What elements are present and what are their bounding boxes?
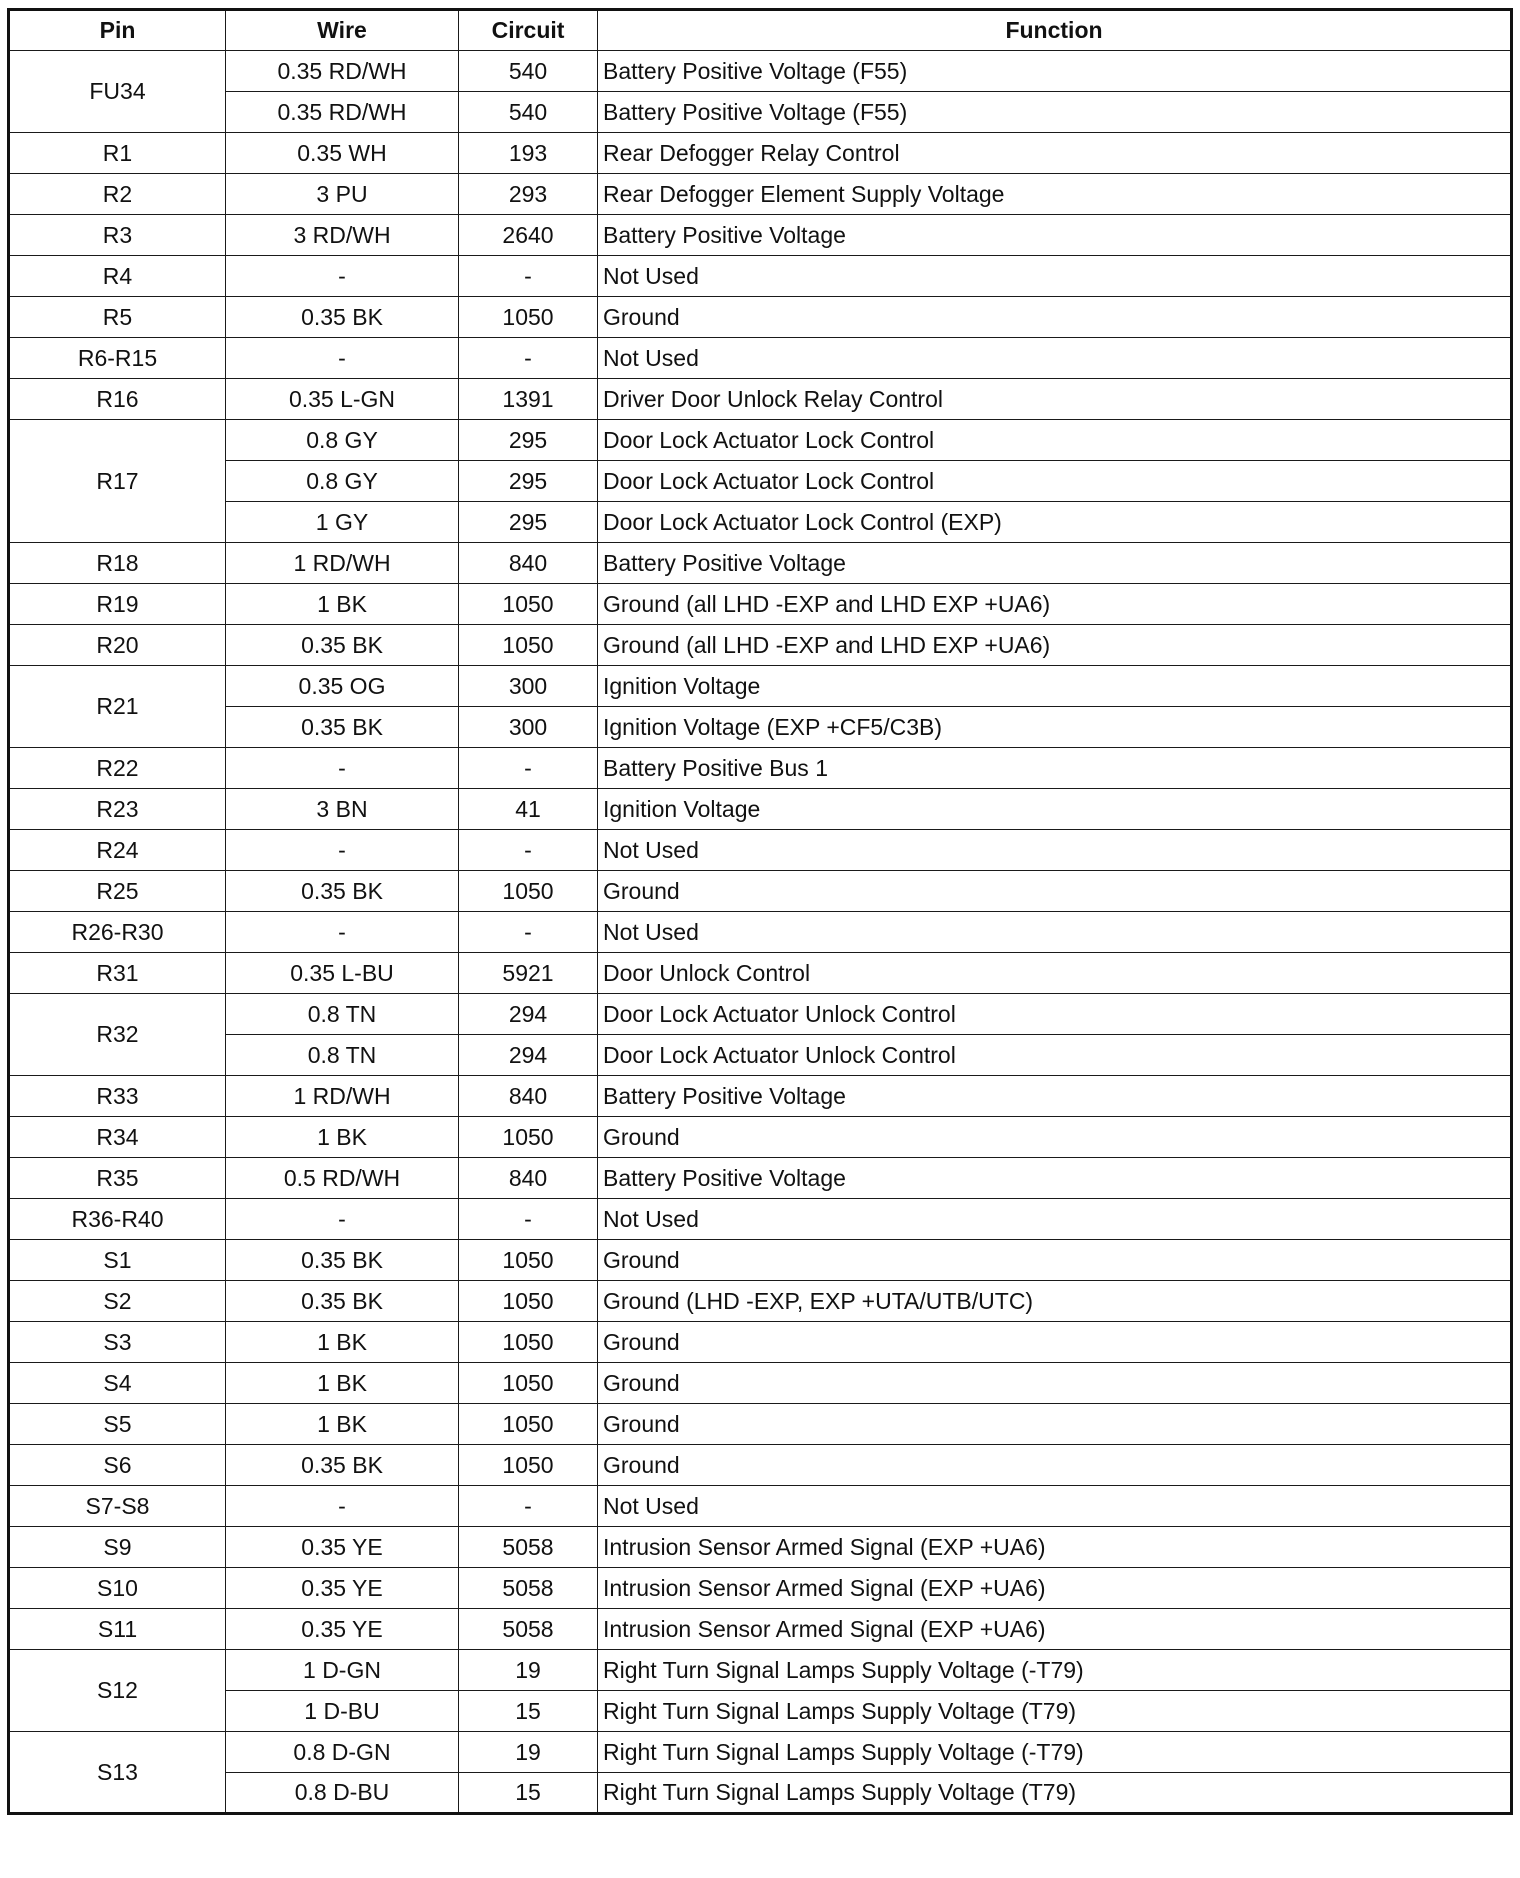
wire-cell: 0.35 BK (226, 1281, 459, 1322)
wire-cell: 1 D-BU (226, 1691, 459, 1732)
function-cell: Right Turn Signal Lamps Supply Voltage (T79) (598, 1773, 1512, 1814)
wire-cell: 0.5 RD/WH (226, 1158, 459, 1199)
wire-cell: 0.35 YE (226, 1568, 459, 1609)
circuit-cell: - (459, 748, 598, 789)
wire-cell: 1 D-GN (226, 1650, 459, 1691)
pin-cell: R23 (9, 789, 226, 830)
table-row (9, 1322, 1512, 1363)
circuit-cell: 294 (459, 994, 598, 1035)
table-row (9, 174, 1512, 215)
function-cell: Not Used (598, 338, 1512, 379)
wire-cell: 3 PU (226, 174, 459, 215)
table-row (9, 666, 1512, 707)
table-row (9, 625, 1512, 666)
wire-cell: - (226, 338, 459, 379)
circuit-cell: 1050 (459, 625, 598, 666)
pin-cell: R1 (9, 133, 226, 174)
circuit-cell: 840 (459, 543, 598, 584)
wire-cell: 0.35 RD/WH (226, 51, 459, 92)
wire-cell: - (226, 748, 459, 789)
wire-cell: 0.35 OG (226, 666, 459, 707)
table-row (9, 51, 1512, 92)
function-cell: Battery Positive Bus 1 (598, 748, 1512, 789)
function-cell: Right Turn Signal Lamps Supply Voltage (-T79) (598, 1650, 1512, 1691)
function-cell: Battery Positive Voltage (F55) (598, 51, 1512, 92)
circuit-cell: 1050 (459, 584, 598, 625)
pin-cell: R20 (9, 625, 226, 666)
table-row (9, 297, 1512, 338)
circuit-cell: 840 (459, 1158, 598, 1199)
pin-cell: S12 (9, 1650, 226, 1732)
circuit-cell: 1050 (459, 1281, 598, 1322)
wire-cell: 0.35 BK (226, 1445, 459, 1486)
pin-cell: R17 (9, 420, 226, 543)
table-row (9, 912, 1512, 953)
function-cell: Not Used (598, 256, 1512, 297)
function-cell: Ground (598, 1404, 1512, 1445)
wire-cell: 1 BK (226, 1363, 459, 1404)
function-cell: Ground (598, 1322, 1512, 1363)
pin-cell: R3 (9, 215, 226, 256)
function-cell: Not Used (598, 1486, 1512, 1527)
function-cell: Rear Defogger Relay Control (598, 133, 1512, 174)
wire-cell: 1 BK (226, 1404, 459, 1445)
function-cell: Ground (all LHD -EXP and LHD EXP +UA6) (598, 625, 1512, 666)
wire-cell: 0.35 BK (226, 871, 459, 912)
wire-cell: 0.35 BK (226, 707, 459, 748)
table-row (9, 420, 1512, 461)
table-row (9, 256, 1512, 297)
circuit-cell: 1050 (459, 1363, 598, 1404)
function-cell: Ignition Voltage (598, 789, 1512, 830)
table-row (9, 1035, 1512, 1076)
wire-cell: - (226, 1199, 459, 1240)
pin-cell: S3 (9, 1322, 226, 1363)
wire-cell: 1 BK (226, 584, 459, 625)
function-cell: Ground (all LHD -EXP and LHD EXP +UA6) (598, 584, 1512, 625)
table-row (9, 994, 1512, 1035)
wire-cell: 0.8 GY (226, 461, 459, 502)
pin-cell: R25 (9, 871, 226, 912)
function-cell: Ground (598, 871, 1512, 912)
function-cell: Battery Positive Voltage (F55) (598, 92, 1512, 133)
function-cell: Ground (598, 1117, 1512, 1158)
pin-cell: S4 (9, 1363, 226, 1404)
function-cell: Door Lock Actuator Lock Control (598, 461, 1512, 502)
function-cell: Not Used (598, 1199, 1512, 1240)
wire-cell: 0.35 BK (226, 625, 459, 666)
circuit-cell: 19 (459, 1650, 598, 1691)
wire-cell: 0.8 GY (226, 420, 459, 461)
table-row (9, 1650, 1512, 1691)
wire-cell: 0.35 BK (226, 297, 459, 338)
circuit-cell: 293 (459, 174, 598, 215)
wire-cell: 0.35 L-BU (226, 953, 459, 994)
function-cell: Intrusion Sensor Armed Signal (EXP +UA6) (598, 1527, 1512, 1568)
circuit-cell: 5058 (459, 1527, 598, 1568)
pin-cell: S6 (9, 1445, 226, 1486)
pin-cell: R21 (9, 666, 226, 748)
circuit-cell: 1050 (459, 297, 598, 338)
function-cell: Right Turn Signal Lamps Supply Voltage (-T79) (598, 1732, 1512, 1773)
circuit-cell: 1050 (459, 1404, 598, 1445)
function-cell: Not Used (598, 912, 1512, 953)
pin-cell: S10 (9, 1568, 226, 1609)
table-row (9, 871, 1512, 912)
function-cell: Ground (598, 1363, 1512, 1404)
circuit-cell: 300 (459, 707, 598, 748)
table-row (9, 92, 1512, 133)
circuit-cell: 1050 (459, 1445, 598, 1486)
table-row (9, 1486, 1512, 1527)
function-cell: Door Lock Actuator Lock Control (598, 420, 1512, 461)
function-cell: Not Used (598, 830, 1512, 871)
wire-cell: 0.35 YE (226, 1527, 459, 1568)
circuit-cell: 1391 (459, 379, 598, 420)
pin-cell: R26-R30 (9, 912, 226, 953)
circuit-cell: 1050 (459, 1322, 598, 1363)
table-row (9, 707, 1512, 748)
pin-cell: R32 (9, 994, 226, 1076)
function-cell: Ground (598, 1240, 1512, 1281)
wire-cell: 1 BK (226, 1117, 459, 1158)
table-row (9, 543, 1512, 584)
function-cell: Battery Positive Voltage (598, 215, 1512, 256)
function-cell: Ground (598, 297, 1512, 338)
circuit-cell: 19 (459, 1732, 598, 1773)
pin-cell: R2 (9, 174, 226, 215)
pin-cell: R19 (9, 584, 226, 625)
table-row (9, 1281, 1512, 1322)
function-cell: Battery Positive Voltage (598, 1076, 1512, 1117)
function-cell: Rear Defogger Element Supply Voltage (598, 174, 1512, 215)
wire-cell: - (226, 1486, 459, 1527)
table-row (9, 379, 1512, 420)
wire-cell: 1 GY (226, 502, 459, 543)
header-row (9, 10, 1512, 51)
wire-cell: - (226, 830, 459, 871)
circuit-cell: 840 (459, 1076, 598, 1117)
table-row (9, 133, 1512, 174)
function-cell: Driver Door Unlock Relay Control (598, 379, 1512, 420)
pin-cell: R33 (9, 1076, 226, 1117)
pin-cell: R4 (9, 256, 226, 297)
function-cell: Ground (LHD -EXP, EXP +UTA/UTB/UTC) (598, 1281, 1512, 1322)
circuit-cell: 540 (459, 51, 598, 92)
header-wire: Wire (226, 10, 459, 51)
wire-cell: 3 BN (226, 789, 459, 830)
wire-cell: 0.35 L-GN (226, 379, 459, 420)
circuit-cell: 15 (459, 1691, 598, 1732)
pin-cell: R31 (9, 953, 226, 994)
pin-cell: R36-R40 (9, 1199, 226, 1240)
circuit-cell: 1050 (459, 1117, 598, 1158)
circuit-cell: 294 (459, 1035, 598, 1076)
circuit-cell: - (459, 338, 598, 379)
function-cell: Right Turn Signal Lamps Supply Voltage (T79) (598, 1691, 1512, 1732)
function-cell: Battery Positive Voltage (598, 1158, 1512, 1199)
wire-cell: 0.8 TN (226, 994, 459, 1035)
pin-cell: S7-S8 (9, 1486, 226, 1527)
circuit-cell: 295 (459, 461, 598, 502)
wire-cell: 0.35 BK (226, 1240, 459, 1281)
pin-cell: FU34 (9, 51, 226, 133)
table-row (9, 789, 1512, 830)
table-row (9, 461, 1512, 502)
table-row (9, 1240, 1512, 1281)
wire-cell: 0.35 YE (226, 1609, 459, 1650)
pin-cell: S5 (9, 1404, 226, 1445)
wire-cell: - (226, 256, 459, 297)
circuit-cell: 1050 (459, 871, 598, 912)
table-row (9, 215, 1512, 256)
pin-cell: R22 (9, 748, 226, 789)
table-row (9, 1076, 1512, 1117)
function-cell: Battery Positive Voltage (598, 543, 1512, 584)
function-cell: Intrusion Sensor Armed Signal (EXP +UA6) (598, 1568, 1512, 1609)
wire-cell: 1 BK (226, 1322, 459, 1363)
header-function: Function (598, 10, 1512, 51)
wire-cell: 0.8 D-BU (226, 1773, 459, 1814)
circuit-cell: 540 (459, 92, 598, 133)
table-row (9, 1199, 1512, 1240)
pin-cell: R35 (9, 1158, 226, 1199)
circuit-cell: 295 (459, 502, 598, 543)
pin-cell: R6-R15 (9, 338, 226, 379)
pin-cell: R18 (9, 543, 226, 584)
table-row (9, 1363, 1512, 1404)
table-body (9, 51, 1512, 1814)
circuit-cell: 1050 (459, 1240, 598, 1281)
circuit-cell: 2640 (459, 215, 598, 256)
circuit-cell: 5921 (459, 953, 598, 994)
table-row (9, 1609, 1512, 1650)
pin-cell: R34 (9, 1117, 226, 1158)
wire-cell: 0.35 WH (226, 133, 459, 174)
pin-function-table (7, 8, 1513, 1815)
table-row (9, 1158, 1512, 1199)
pin-cell: R16 (9, 379, 226, 420)
table-row (9, 1773, 1512, 1814)
wire-cell: 1 RD/WH (226, 1076, 459, 1117)
table-row (9, 584, 1512, 625)
pin-cell: S9 (9, 1527, 226, 1568)
table-row (9, 1732, 1512, 1773)
circuit-cell: 300 (459, 666, 598, 707)
table-row (9, 1568, 1512, 1609)
function-cell: Ignition Voltage (EXP +CF5/C3B) (598, 707, 1512, 748)
wire-cell: 0.8 D-GN (226, 1732, 459, 1773)
table-row (9, 1691, 1512, 1732)
table-row (9, 1117, 1512, 1158)
wire-cell: 0.8 TN (226, 1035, 459, 1076)
function-cell: Door Lock Actuator Unlock Control (598, 1035, 1512, 1076)
wire-cell: 1 RD/WH (226, 543, 459, 584)
table-row (9, 1404, 1512, 1445)
circuit-cell: 5058 (459, 1609, 598, 1650)
function-cell: Door Lock Actuator Unlock Control (598, 994, 1512, 1035)
pin-cell: S2 (9, 1281, 226, 1322)
function-cell: Door Lock Actuator Lock Control (EXP) (598, 502, 1512, 543)
table-row (9, 953, 1512, 994)
circuit-cell: 193 (459, 133, 598, 174)
circuit-cell: 5058 (459, 1568, 598, 1609)
header-pin: Pin (9, 10, 226, 51)
function-cell: Ground (598, 1445, 1512, 1486)
circuit-cell: - (459, 256, 598, 297)
circuit-cell: - (459, 830, 598, 871)
circuit-cell: 15 (459, 1773, 598, 1814)
pin-cell: S13 (9, 1732, 226, 1814)
table-row (9, 338, 1512, 379)
pin-cell: R5 (9, 297, 226, 338)
header-circuit: Circuit (459, 10, 598, 51)
wire-cell: - (226, 912, 459, 953)
circuit-cell: - (459, 1486, 598, 1527)
function-cell: Intrusion Sensor Armed Signal (EXP +UA6) (598, 1609, 1512, 1650)
table-row (9, 502, 1512, 543)
wire-cell: 0.35 RD/WH (226, 92, 459, 133)
pin-cell: S1 (9, 1240, 226, 1281)
circuit-cell: - (459, 1199, 598, 1240)
table-row (9, 830, 1512, 871)
pin-cell: S11 (9, 1609, 226, 1650)
table-row (9, 1527, 1512, 1568)
table-row (9, 1445, 1512, 1486)
function-cell: Ignition Voltage (598, 666, 1512, 707)
circuit-cell: - (459, 912, 598, 953)
function-cell: Door Unlock Control (598, 953, 1512, 994)
table-row (9, 748, 1512, 789)
wire-cell: 3 RD/WH (226, 215, 459, 256)
circuit-cell: 41 (459, 789, 598, 830)
pin-cell: R24 (9, 830, 226, 871)
circuit-cell: 295 (459, 420, 598, 461)
